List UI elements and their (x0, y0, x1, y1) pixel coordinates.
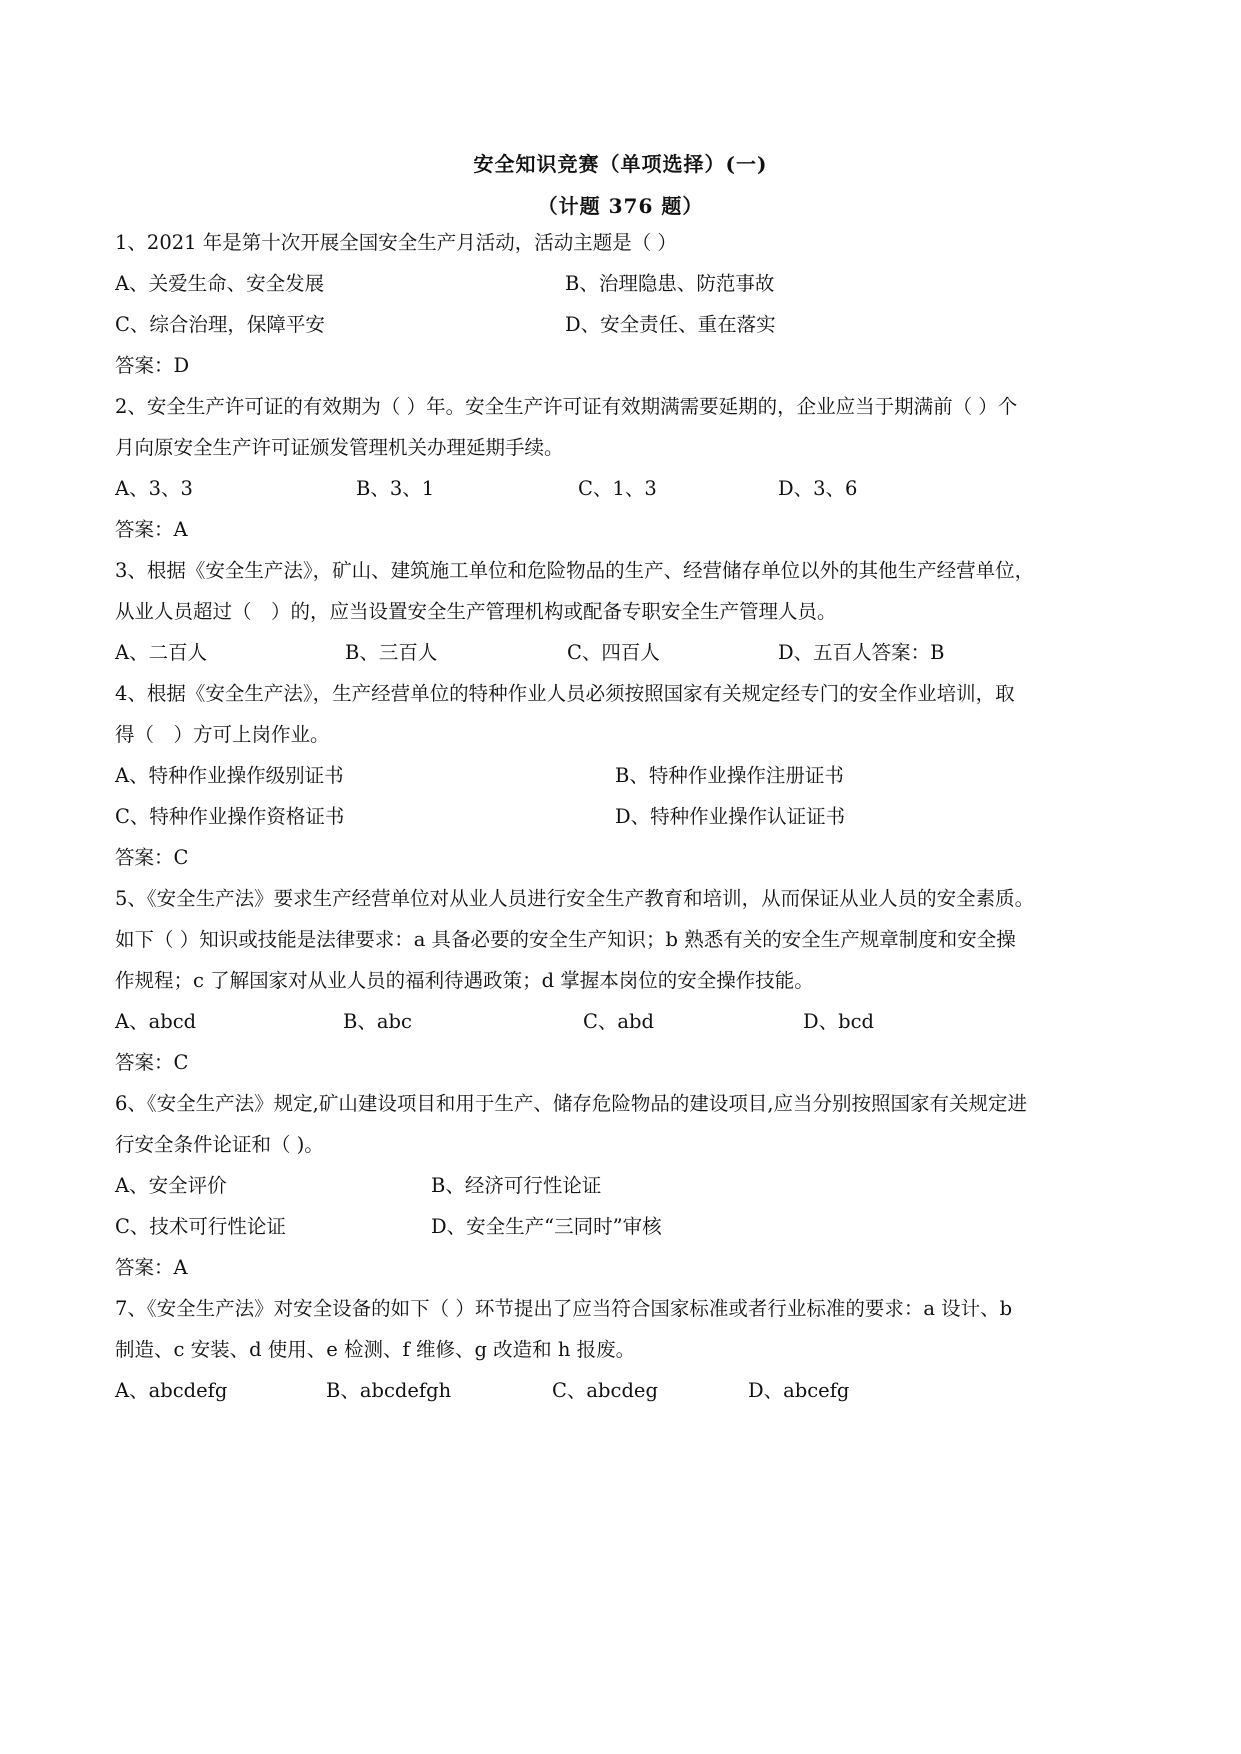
question-text: 从业人员超过（ ）的，应当设置安全生产管理机构或配备专职安全生产管理人员。 (115, 600, 837, 623)
option-d: D、bcd (803, 1010, 875, 1033)
answer: 答案：A (115, 518, 188, 541)
option-a: A、abcd (115, 1010, 197, 1033)
option-c: C、技术可行性论证 (115, 1215, 286, 1238)
answer: 答案：D (115, 354, 190, 377)
question-text: 2、安全生产许可证的有效期为（ ）年。安全生产许可证有效期满需要延期的，企业应当于期满前（ ）个 (115, 395, 1018, 418)
option-b: B、abc (343, 1010, 412, 1033)
option-d: D、五百人答案：B (778, 641, 945, 664)
option-b: B、特种作业操作注册证书 (615, 764, 844, 787)
option-c: C、1、3 (578, 477, 657, 500)
option-d: D、3、6 (778, 477, 858, 500)
option-a: A、3、3 (115, 477, 193, 500)
option-b: B、三百人 (345, 641, 438, 664)
question-text: 行安全条件论证和（ )。 (115, 1133, 324, 1156)
question-text: 1、2021 年是第十次开展全国安全生产月活动，活动主题是（ ） (115, 231, 677, 254)
option-b: B、治理隐患、防范事故 (565, 272, 775, 295)
question-text: 制造、c 安装、d 使用、e 检测、f 维修、g 改造和 h 报废。 (115, 1338, 636, 1361)
option-d: D、特种作业操作认证证书 (615, 805, 846, 828)
answer: 答案：C (115, 1051, 189, 1074)
question-text: 如下（ ）知识或技能是法律要求：a 具备必要的安全生产知识；b 熟悉有关的安全生产规章制度和安全操 (115, 928, 1016, 951)
question-text: 作规程；c 了解国家对从业人员的福利待遇政策；d 掌握本岗位的安全操作技能。 (115, 969, 814, 992)
question-text: 7、《安全生产法》对安全设备的如下（ ）环节提出了应当符合国家标准或者行业标准的要求：a 设计、b (115, 1297, 1013, 1320)
question-text: 6、《安全生产法》规定,矿山建设项目和用于生产、储存危险物品的建设项目,应当分别按照国家有关规定进 (115, 1092, 1028, 1115)
option-c: C、abcdeg (552, 1379, 658, 1402)
option-c: C、综合治理，保障平安 (115, 313, 325, 336)
option-c: C、abd (583, 1010, 655, 1033)
question-text: 5、《安全生产法》要求生产经营单位对从业人员进行安全生产教育和培训，从而保证从业人员的安全素质。 (115, 887, 1035, 910)
question-text: 月向原安全生产许可证颁发管理机关办理延期手续。 (115, 436, 564, 459)
document-subtitle: （计题 376 题） (537, 194, 704, 218)
answer: 答案：A (115, 1256, 188, 1279)
option-a: A、二百人 (115, 641, 208, 664)
option-c: C、四百人 (567, 641, 660, 664)
question-text: 4、根据《安全生产法》，生产经营单位的特种作业人员必须按照国家有关规定经专门的安全作业培训，取 (115, 682, 1015, 705)
option-a: A、安全评价 (115, 1174, 227, 1197)
question-text: 3、根据《安全生产法》，矿山、建筑施工单位和危险物品的生产、经营储存单位以外的其他生产经营单位， (115, 559, 1035, 582)
option-a: A、关爱生命、安全发展 (115, 272, 325, 295)
option-d: D、abcefg (748, 1379, 850, 1402)
option-d: D、安全生产“三同时”审核 (431, 1215, 662, 1238)
option-a: A、特种作业操作级别证书 (115, 764, 344, 787)
option-d: D、安全责任、重在落实 (565, 313, 776, 336)
document-title: 安全知识竞赛（单项选择）(一) (473, 152, 768, 176)
question-text: 得（ ）方可上岗作业。 (115, 723, 330, 746)
option-b: B、经济可行性论证 (431, 1174, 602, 1197)
option-b: B、3、1 (356, 477, 435, 500)
answer: 答案：C (115, 846, 189, 869)
option-c: C、特种作业操作资格证书 (115, 805, 345, 828)
option-b: B、abcdefgh (326, 1379, 452, 1402)
option-a: A、abcdefg (115, 1379, 228, 1402)
